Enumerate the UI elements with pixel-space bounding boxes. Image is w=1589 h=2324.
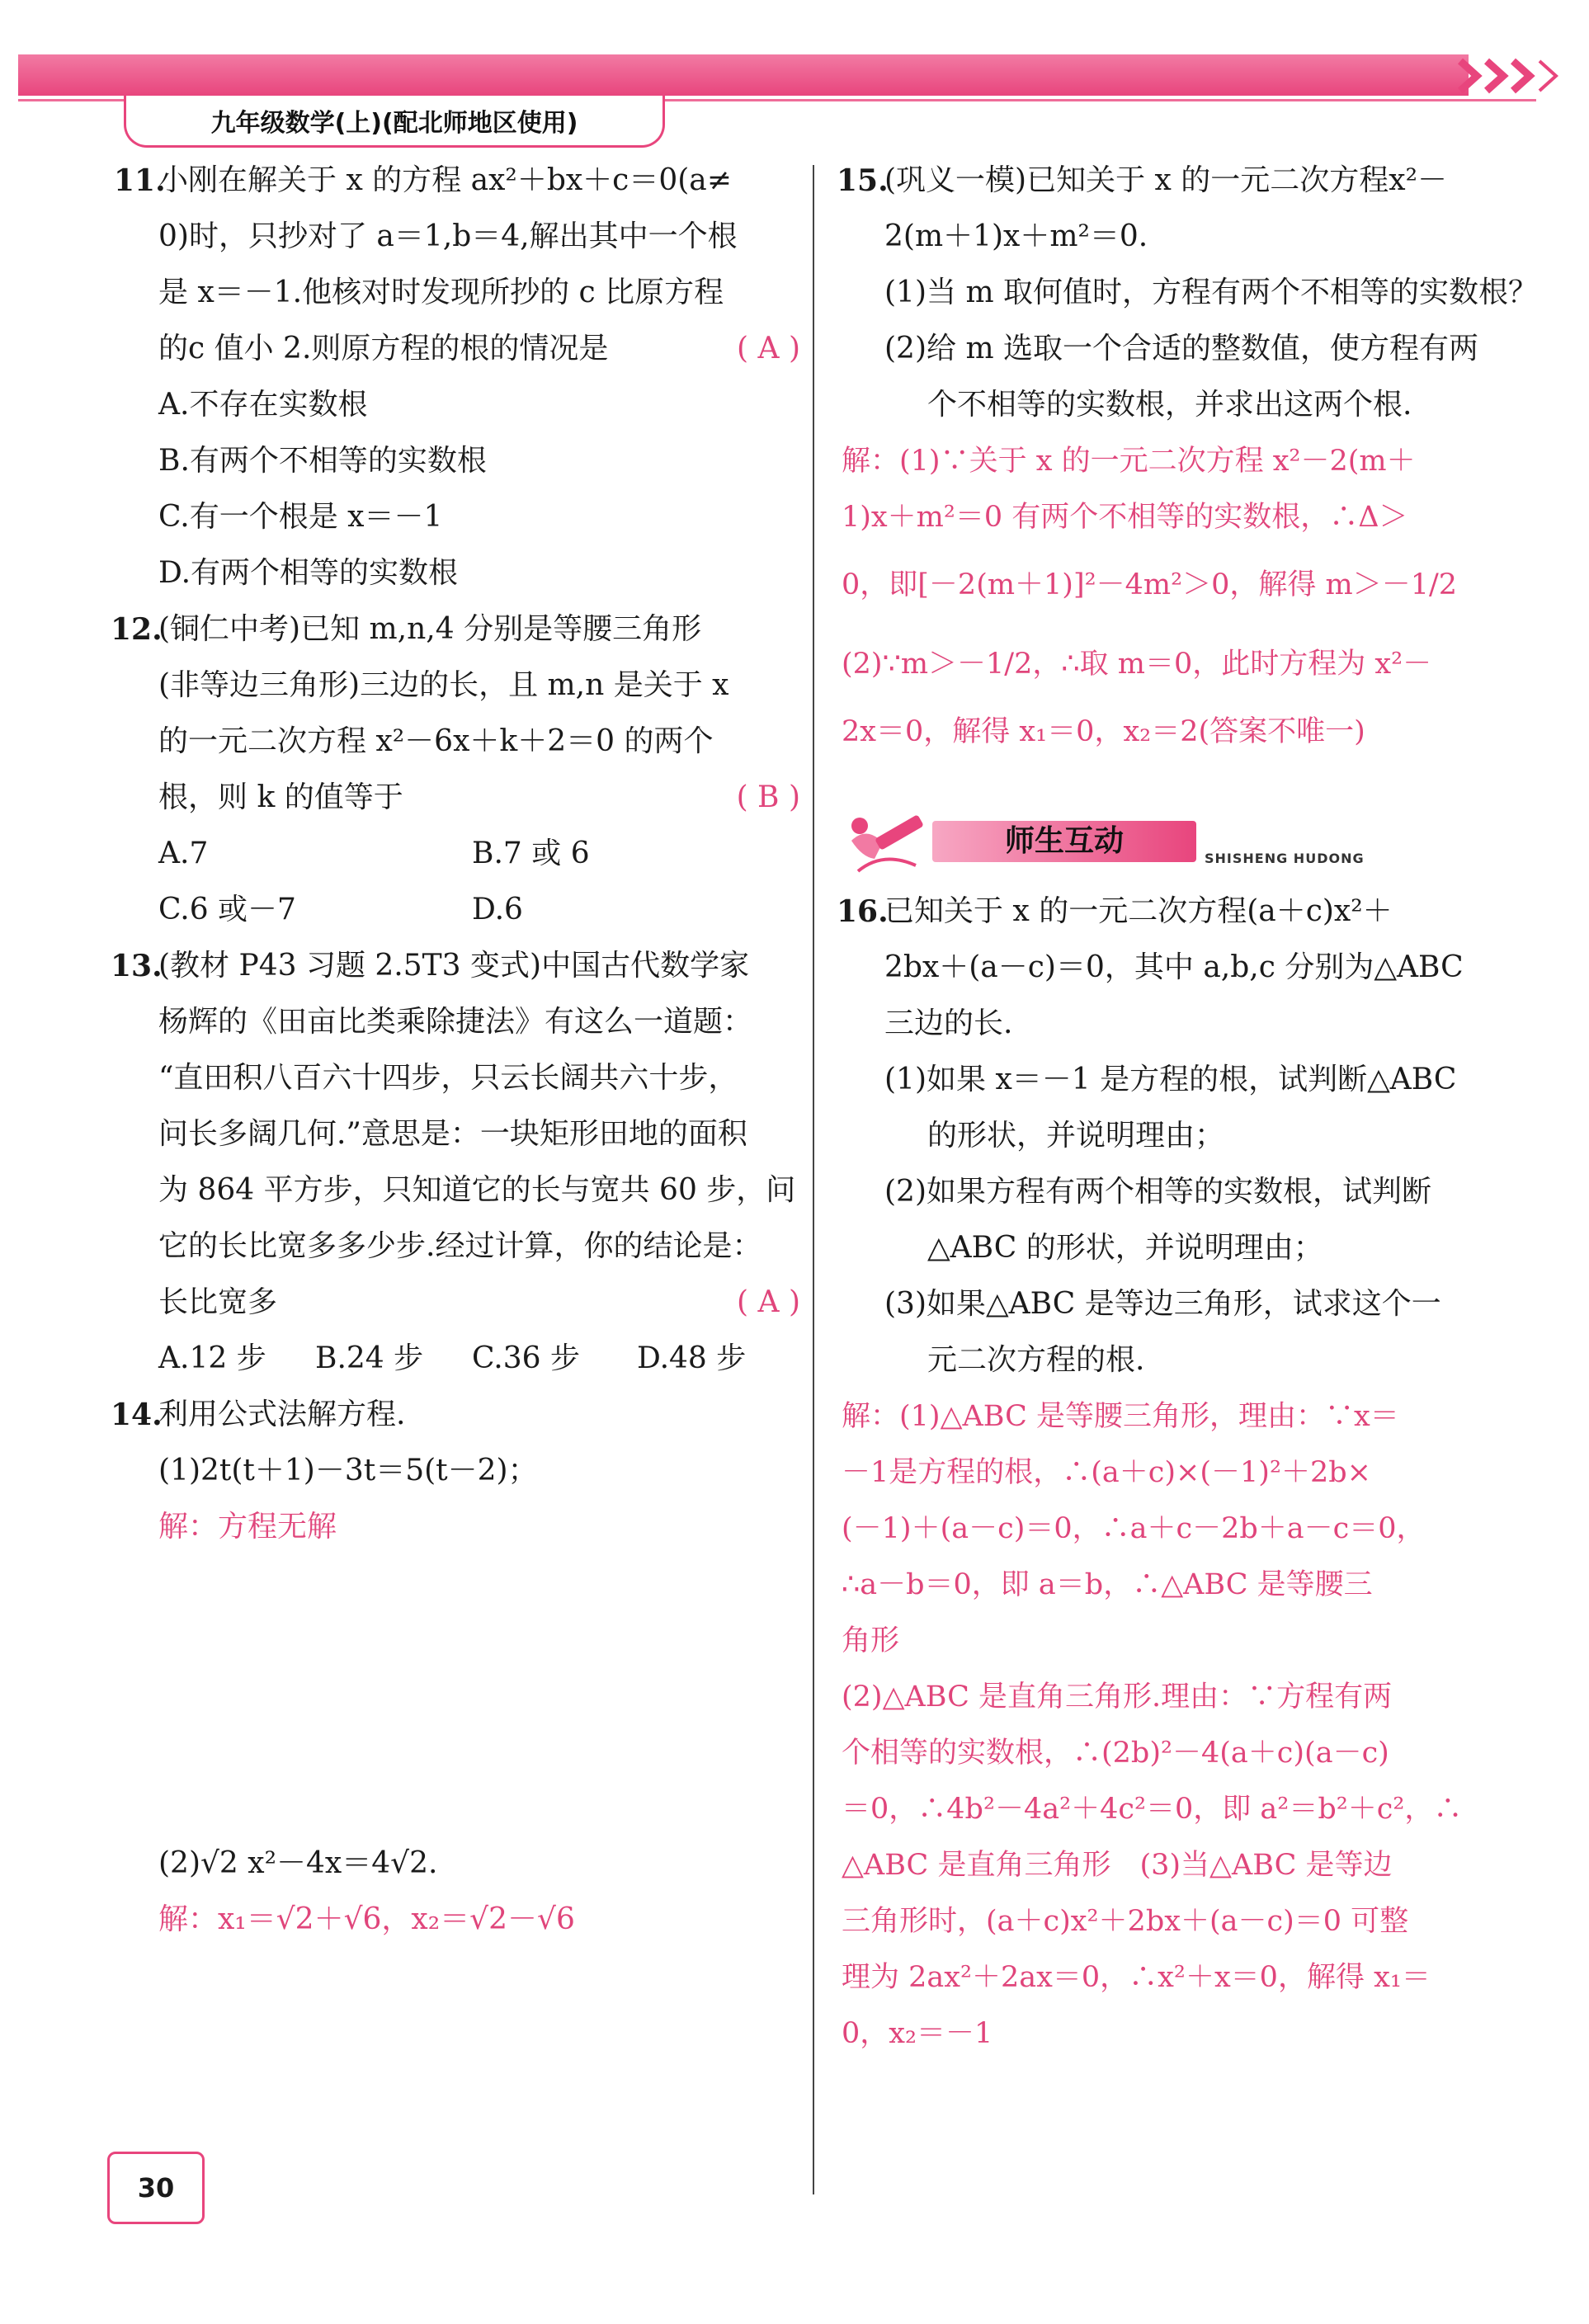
question-text: (铜仁中考)已知 m,n,4 分别是等腰三角形: [158, 612, 702, 646]
banner-title: 师生互动: [932, 821, 1196, 862]
question-text: 2(m＋1)x＋m²＝0.: [884, 219, 1148, 253]
solution-text: 角形: [842, 1624, 900, 1657]
solution-text: 解：(1)△ABC 是等腰三角形，理由：∵x＝: [842, 1400, 1399, 1433]
option: B.24 步: [315, 1341, 424, 1375]
option: A.7: [158, 837, 209, 870]
sub-question: (1)2t(t＋1)－3t＝5(t－2)；: [158, 1454, 538, 1487]
sub-question: 元二次方程的根.: [927, 1343, 1145, 1377]
question-number: 13.: [111, 949, 163, 983]
column-divider: [813, 165, 814, 2194]
solution-text: △ABC 是直角三角形 (3)当△ABC 是等边: [842, 1849, 1393, 1882]
sub-question: (2)√2 x²－4x＝4√2.: [158, 1846, 438, 1880]
sub-question: (2)给 m 选取一个合适的整数值，使方程有两: [884, 332, 1479, 365]
question-text: 根，则 k 的值等于: [158, 780, 403, 814]
option: D.48 步: [637, 1341, 747, 1375]
question-text: 2bx＋(a－c)＝0，其中 a,b,c 分别为△ABC: [884, 950, 1464, 984]
option: A.12 步: [158, 1341, 266, 1375]
option: C.36 步: [472, 1341, 580, 1375]
question-text: 三边的长.: [884, 1006, 1013, 1040]
solution-text: 0，x₂＝－1: [842, 2017, 993, 2050]
section-banner: [842, 793, 1526, 884]
sub-question: (2)如果方程有两个相等的实数根，试判断: [884, 1175, 1431, 1209]
book-title: 九年级数学(上)(配北师地区使用): [124, 96, 665, 148]
solution-text: 个相等的实数根，∴(2b)²－4(a＋c)(a－c): [842, 1737, 1389, 1770]
question-text: 长比宽多: [158, 1285, 278, 1319]
solution-text: 2x＝0，解得 x₁＝0，x₂＝2(答案不唯一): [842, 715, 1365, 748]
sub-question: (3)如果△ABC 是等边三角形，试求这个一: [884, 1287, 1441, 1321]
sub-question: △ABC 的形状，并说明理由；: [927, 1231, 1323, 1265]
solution-text: 1)x＋m²＝0 有两个不相等的实数根，∴Δ＞: [842, 501, 1408, 534]
solution-text: 理为 2ax²＋2ax＝0，∴x²＋x＝0，解得 x₁＝: [842, 1961, 1431, 1994]
question-text: 杨辉的《田亩比类乘除捷法》有这么一道题：: [158, 1005, 753, 1039]
question-11: [116, 153, 800, 601]
pencil-icon: [842, 793, 932, 884]
solution-text: 解：(1)∵关于 x 的一元二次方程 x²－2(m＋: [842, 445, 1416, 478]
solution-text: 解：方程无解: [158, 1510, 337, 1544]
sub-question: 的形状，并说明理由；: [927, 1119, 1225, 1153]
question-text: (巩义一模)已知关于 x 的一元二次方程x²－: [884, 163, 1448, 197]
work-space: [158, 1555, 800, 1836]
question-text: (非等边三角形)三边的长，且 m,n 是关于 x: [158, 668, 729, 702]
header-band: [18, 54, 1469, 96]
question-number: 16.: [837, 894, 889, 929]
question-text: 问长多阔几何.”意思是：一块矩形田地的面积: [158, 1117, 747, 1151]
question-text: (教材 P43 习题 2.5T3 变式)中国古代数学家: [158, 949, 750, 983]
banner-subtitle: SHISHENG HUDONG: [1205, 851, 1365, 866]
option: D.6: [472, 893, 523, 926]
sub-question: (1)当 m 取何值时，方程有两个不相等的实数根？: [884, 276, 1539, 309]
question-text: 它的长比宽多多少步.经过计算，你的结论是：: [158, 1229, 762, 1263]
question-text: 小刚在解关于 x 的方程 ax²＋bx＋c＝0(a≠: [158, 163, 732, 197]
answer-choice: ( A ): [737, 332, 800, 365]
question-text: 为 864 平方步，只知道它的长与宽共 60 步，问: [158, 1173, 796, 1207]
answer-choice: ( A ): [737, 1285, 800, 1319]
solution-text: 解：x₁＝√2＋√6，x₂＝√2－√6: [158, 1902, 575, 1936]
question-14: [111, 1387, 800, 1948]
solution-text: (2)△ABC 是直角三角形.理由：∵方程有两: [842, 1681, 1393, 1714]
solution-text: 0，即[－2(m＋1)]²－4m²＞0，解得 m＞－1/2: [842, 568, 1458, 601]
question-number: 15.: [837, 163, 889, 198]
question-text: 的一元二次方程 x²－6x＋k＋2＝0 的两个: [158, 724, 714, 758]
option: D.有两个相等的实数根: [158, 556, 459, 590]
sub-question: 个不相等的实数根，并求出这两个根.: [927, 388, 1412, 422]
question-text: 是 x＝－1.他核对时发现所抄的 c 比原方程: [158, 276, 724, 309]
solution-text: ∴a－b＝0，即 a＝b，∴△ABC 是等腰三: [842, 1568, 1373, 1601]
question-16: [837, 884, 1526, 2062]
option: B.有两个不相等的实数根: [158, 444, 487, 478]
option: B.7 或 6: [472, 837, 590, 870]
chevron-right-icon: [1452, 49, 1576, 102]
question-13: [111, 938, 800, 1387]
solution-text: (2)∵m＞－1/2，∴取 m＝0，此时方程为 x²－: [842, 648, 1432, 681]
question-text: 0)时，只抄对了 a＝1,b＝4,解出其中一个根: [158, 219, 738, 253]
question-number: 11.: [114, 163, 166, 198]
solution: [842, 1388, 1526, 2062]
solution-text: 三角形时，(a＋c)x²＋2bx＋(a－c)＝0 可整: [842, 1905, 1409, 1938]
option: C.有一个根是 x＝－1: [158, 500, 443, 534]
answer-choice: ( B ): [736, 780, 800, 814]
question-text: 利用公式法解方程.: [158, 1398, 406, 1431]
page-number: 30: [107, 2152, 205, 2224]
option: A.不存在实数根: [158, 388, 368, 422]
sub-question: (1)如果 x＝－1 是方程的根，试判断△ABC: [884, 1063, 1457, 1096]
question-12: [111, 601, 800, 938]
left-column: [111, 153, 800, 1948]
question-text: “直田积八百六十四步，只云长阔共六十步，: [158, 1061, 738, 1095]
option: C.6 或－7: [158, 893, 296, 926]
right-column: [837, 153, 1539, 2062]
solution-text: ＝0，∴4b²－4a²＋4c²＝0，即 a²＝b²＋c²，∴: [842, 1793, 1463, 1826]
question-number: 14.: [111, 1398, 163, 1432]
question-number: 12.: [111, 612, 163, 647]
solution: [842, 433, 1526, 760]
question-15: [837, 153, 1539, 760]
solution-text: －1是方程的根，∴(a＋c)×(－1)²＋2b×: [842, 1456, 1371, 1489]
question-text: 的c 值小 2.则原方程的根的情况是: [158, 332, 609, 365]
solution-text: (－1)＋(a－c)＝0，∴a＋c－2b＋a－c＝0，: [842, 1512, 1426, 1545]
question-text: 已知关于 x 的一元二次方程(a＋c)x²＋: [884, 894, 1393, 928]
